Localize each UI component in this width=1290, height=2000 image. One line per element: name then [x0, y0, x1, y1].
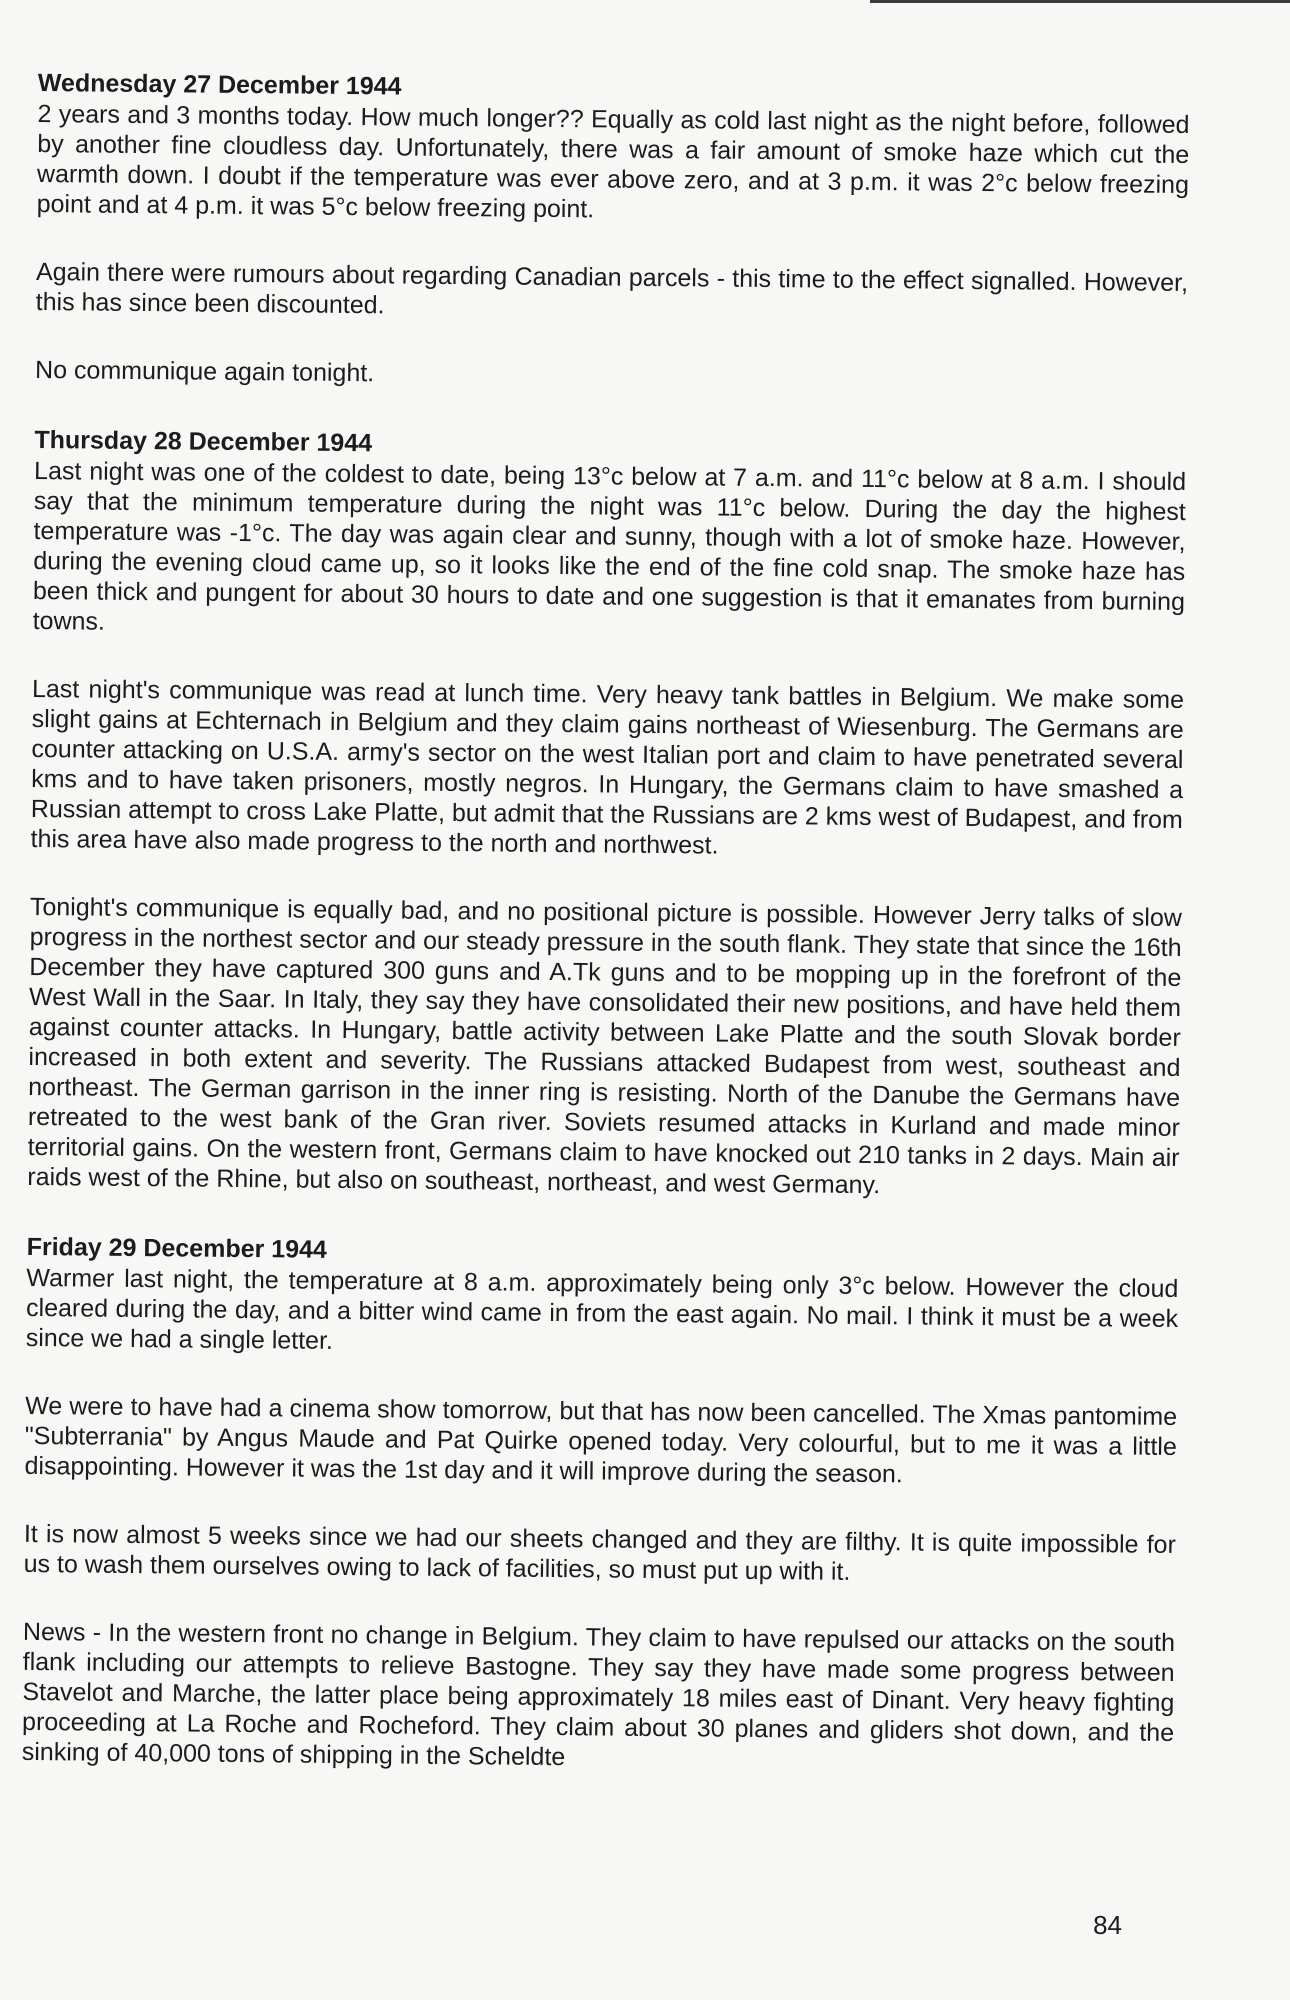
diary-entry-thu-28-dec	[27, 425, 1186, 1203]
entry-date-heading: Thursday 28 December 1944	[34, 425, 373, 458]
entry-paragraph: 2 years and 3 months today. How much longer?? Equally as cold last night as the night before, followed by another fine cloudless day. Unfortunately, there was a fair amount of smoke haze which cut the warmth down. I doubt if the temperature was ever above zero, and at 3 p.m. it was 2°c below freezing point and at 4 p.m. it was 5°c below freezing point.	[36, 99, 1190, 224]
entry-date-heading: Friday 29 December 1944	[26, 1232, 327, 1264]
entry-paragraph: Warmer last night, the temperature at 8 a.m. approximately being only 3°c below. However the cloud cleared during the day, and a bitter wind came in from the east again. No mail. I think it must be a week since we had a single letter.	[25, 1263, 1179, 1355]
entry-date-heading: Wednesday 27 December 1944	[37, 68, 402, 101]
entry-paragraph: Last night's communique was read at lunch time. Very heavy tank battles in Belgium. We make some slight gains at Echternach in Belgium and they claim gains northeast of Wiesenburg. The Germans are counter attacking on U.S.A. army's sector on the west Italian port and claim to have penetrated several kms and to have taken prisoners, mostly negros. In Hungary, the Germans claim to have smashed a Russian attempt to cross Lake Platte, but admit that the Russians are 2 kms west of Budapest, and from this area have also made progress to the north and northwest.	[30, 674, 1185, 860]
scan-edge-line	[870, 0, 1290, 3]
entry-paragraph: News - In the western front no change in Belgium. They claim to have repulsed our attacks on the south flank including our attempts to relieve Bastogne. They say they have made some progress between Stavelot and Marche, the latter place being approximately 18 miles east of Dinant. Very heavy fighting proceeding at La Roche and Rocheford. They claim about 30 planes and gliders shot down, and the sinking of 40,000 tons of shipping in the Scheldte	[21, 1617, 1176, 1772]
entry-paragraph: We were to have had a cinema show tomorrow, but that has now been cancelled. The Xmas pantomime "Subterrania" by Angus Maude and Pat Quirke opened today. Very colourful, but to me it was a little disappointing. However it was the 1st day and it will improve during the season.	[24, 1391, 1178, 1489]
page-number: 84	[1093, 1910, 1122, 1940]
entry-paragraph: No communique again tonight.	[34, 355, 375, 388]
diary-entry-wed-27-dec	[35, 68, 1190, 396]
entry-paragraph: Tonight's communique is equally bad, and no positional picture is possible. However Jerry talks of slow progress in the northest sector and our steady pressure in the south flank. They state that since the 16th December they have captured 300 guns and A.Tk guns and to be mopping up in the forefront of the West Wall in the Saar. In Italy, they say they have consolidated their new positions, and have held them against counter attacks. In Hungary, battle activity between Lake Platte and the south Slovak border increased in both extent and severity. The Russians attacked Budapest from west, southeast and northeast. The German garrison in the inner ring is resisting. North of the Danube the Germans have retreated to the west bank of the Gran river. Soviets resumed attacks in Kurland and made minor territorial gains. On the western front, Germans claim to have knocked out 210 tanks in 2 days. Main air raids west of the Rhine, but also on southeast, northeast, and west Germany.	[27, 892, 1183, 1200]
entry-paragraph: Last night was one of the coldest to date, being 13°c below at 7 a.m. and 11°c below at 8 a.m. I should say that the minimum temperature during the night was 11°c below. During the day the highest temperature was -1°c. The day was again clear and sunny, though with a lot of smoke haze. However, during the evening cloud came up, so it looks like the end of the fine cold snap. The smoke haze has been thick and pungent for about 30 hours to date and one suggestion is that it emanates from burning towns.	[32, 456, 1187, 636]
entry-paragraph: It is now almost 5 weeks since we had our sheets changed and they are filthy. It is quite impossible for us to wash them ourselves owing to lack of facilities, so must put up with it.	[23, 1519, 1177, 1586]
diary-entry-fri-29-dec	[22, 1232, 1179, 1778]
entry-paragraph: Again there were rumours about regarding Canadian parcels - this time to the effect signalled. However, this has since been discounted.	[35, 257, 1189, 320]
diary-page	[21, 68, 1190, 1818]
